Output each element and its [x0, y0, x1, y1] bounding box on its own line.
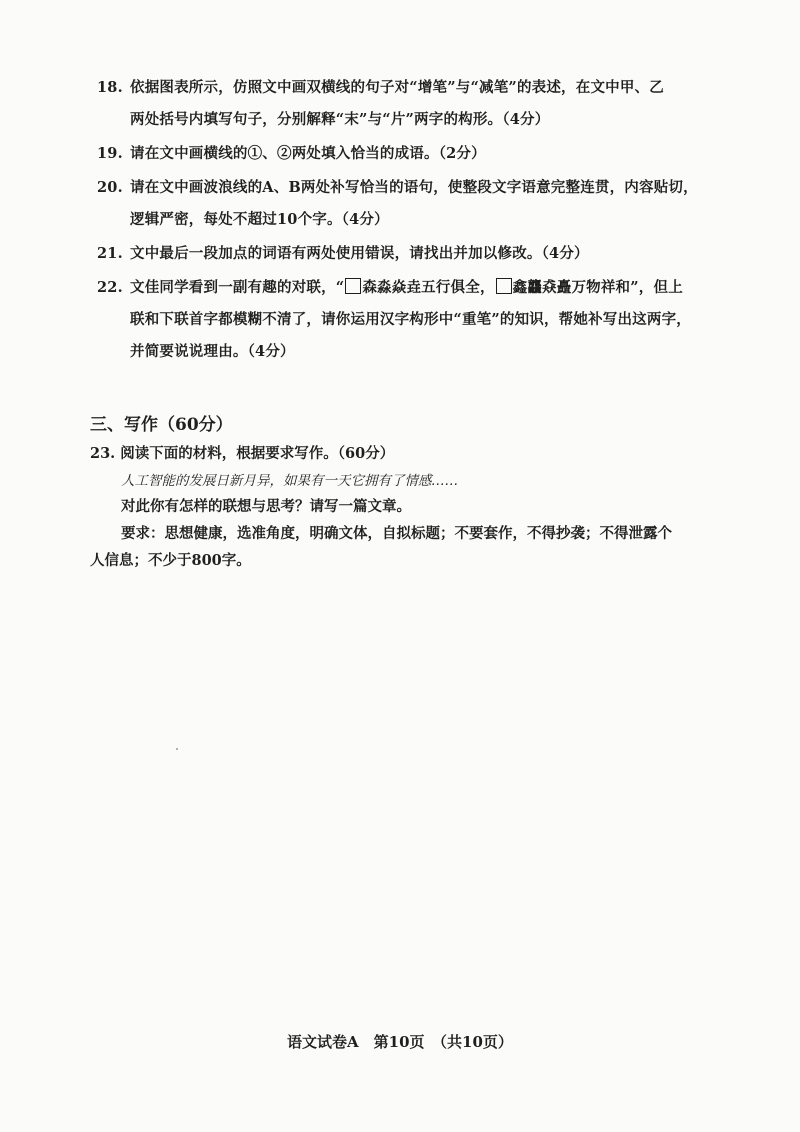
question-text-line: 文中最后一段加点的词语有两处使用错误，请找出并加以修改。（4分） [130, 245, 589, 262]
question-23 [90, 440, 394, 468]
question-number: 18. [97, 79, 123, 96]
question-text-line: 联和下联首字都模糊不清了，请你运用汉字构形中“重笔”的知识，帮她补写出这两字， [130, 311, 691, 328]
page-footer: 语文试卷A 第10页 （共10页） [287, 1033, 513, 1051]
writing-requirements-line: 人信息；不少于800字。 [90, 552, 251, 569]
question-text-line: 逻辑严密，每处不超过10个字。（4分） [130, 211, 389, 228]
question-number: 23. [90, 445, 116, 462]
question-text-line: 请在文中画波浪线的A、B两处补写恰当的语句，使整段文字语意完整连贯，内容贴切， [130, 179, 698, 196]
question-text-line: 请在文中画横线的①、②两处填入恰当的成语。（2分） [130, 145, 486, 162]
question-text-line: 依据图表所示，仿照文中画双横线的句子对“增笔”与“减笔”的表述，在文中甲、乙 [130, 79, 664, 96]
question-text-part: 文佳同学看到一副有趣的对联，“ [130, 279, 345, 296]
question-text-part: 鑫龘猋矗万物祥和”，但上 [512, 279, 683, 296]
question-number: 21. [97, 245, 123, 262]
question-text-line: 并简要说说理由。（4分） [130, 343, 295, 360]
section-title: 三、写作（60分） [90, 415, 233, 435]
question-19 [97, 138, 709, 170]
scan-speck [176, 748, 178, 750]
question-text-line: 阅读下面的材料，根据要求写作。（60分） [120, 445, 395, 462]
question-number: 20. [97, 179, 123, 196]
question-number: 19. [97, 145, 123, 162]
question-number: 22. [97, 279, 123, 296]
writing-prompt: 对此你有怎样的联想与思考？请写一篇文章。 [121, 498, 411, 515]
writing-requirements-line: 要求：思想健康，选准角度，明确文体，自拟标题；不要套作，不得抄袭；不得泄露个 [121, 525, 672, 542]
blank-box [496, 278, 512, 294]
blank-box [345, 278, 361, 294]
writing-material: 人工智能的发展日新月异，如果有一天它拥有了情感…… [121, 473, 459, 489]
question-18 [97, 72, 709, 136]
question-text-part: 森淼焱垚五行俱全， [362, 279, 495, 296]
question-20 [97, 172, 709, 236]
question-text-line: 两处括号内填写句子，分别解释“末”与“片”两字的构形。（4分） [130, 111, 550, 128]
question-22 [97, 272, 709, 368]
question-21 [97, 238, 709, 270]
